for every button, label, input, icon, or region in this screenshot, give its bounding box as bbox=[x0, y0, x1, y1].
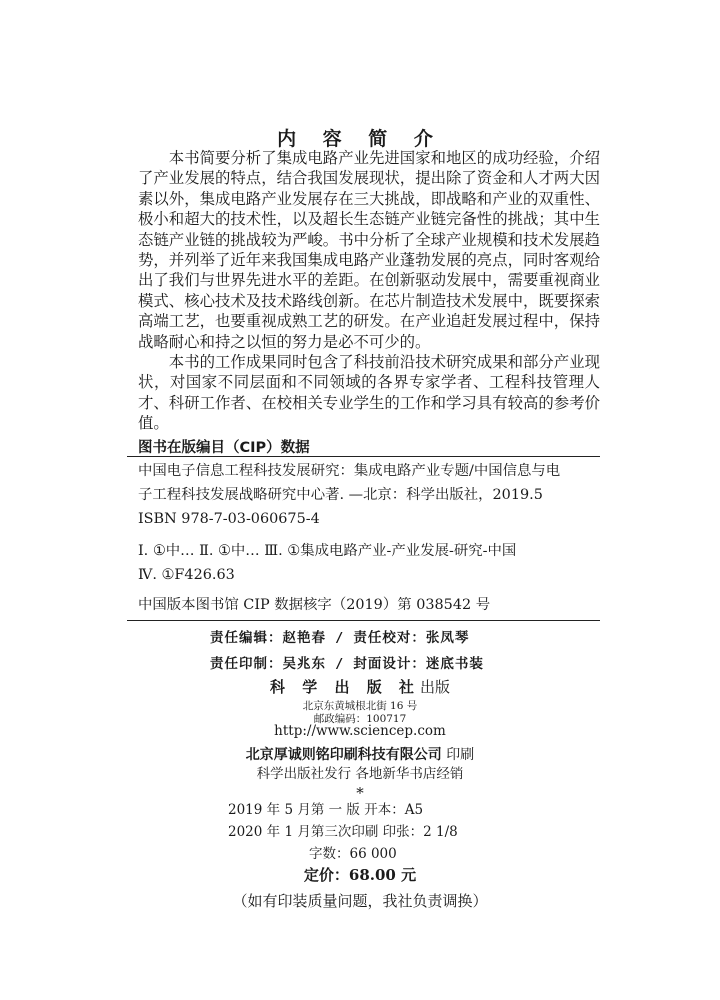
publisher-postcode: 邮政编码：100717 bbox=[313, 713, 407, 725]
staff-line-1: 责任编辑：赵艳春 / 责任校对：张凤琴 bbox=[210, 630, 470, 646]
printer-name: 北京厚诚则铭印刷科技有限公司 bbox=[245, 747, 442, 763]
cip-bottom-rule bbox=[127, 620, 600, 621]
distribution-line: 科学出版社发行 各地新华书店经销 bbox=[256, 766, 464, 782]
price: 定价：68.00 元 bbox=[303, 866, 417, 884]
cip-isbn: ISBN 978-7-03-060675-4 bbox=[138, 511, 320, 527]
cip-classification-2: Ⅳ. ①F426.63 bbox=[138, 567, 235, 583]
quality-note: （如有印装质量问题，我社负责调换） bbox=[232, 892, 488, 910]
publisher-url: http://www.sciencep.com bbox=[274, 723, 446, 739]
publisher-address: 北京东黄城根北街 16 号 bbox=[302, 700, 418, 712]
publisher-line bbox=[0, 676, 720, 697]
cip-heading: 图书在版编目（CIP）数据 bbox=[138, 440, 310, 456]
publisher-name: 科 学 出 版 社 bbox=[270, 678, 420, 696]
cip-classification-1: Ⅰ. ①中… Ⅱ. ①中… Ⅲ. ①集成电路产业-产业发展-研究-中国 bbox=[138, 543, 517, 559]
printer-line bbox=[0, 744, 720, 764]
staff-line-2: 责任印制：吴兆东 / 封面设计：迷底书装 bbox=[210, 656, 484, 672]
cip-top-rule bbox=[127, 456, 600, 457]
cip-line-1: 中国电子信息工程科技发展研究：集成电路产业专题/中国信息与电 bbox=[138, 463, 561, 479]
separator-star: * bbox=[356, 784, 364, 802]
word-count: 字数：66 000 bbox=[309, 846, 397, 862]
cip-line-2: 子工程科技发展战略研究中心著. —北京：科学出版社，2019.5 bbox=[138, 487, 543, 503]
summary-paragraph: 本书的工作成果同时包含了科技前沿技术研究成果和部分产业现状，对国家不同层面和不同领域的各界专家学者、工程科技管理人才、科研工作者、在校相关专业学生的工作和学习具有较高的参考价值。 bbox=[138, 353, 600, 433]
printer-suffix: 印刷 bbox=[441, 747, 475, 763]
summary-title: 内 容 简 介 bbox=[277, 128, 443, 150]
publisher-suffix: 出版 bbox=[419, 678, 450, 696]
summary-body bbox=[138, 148, 600, 434]
edition-line-1: 2019 年 5 月第 一 版 开本：A5 bbox=[228, 802, 424, 818]
cip-record-number: 中国版本图书馆 CIP 数据核字（2019）第 038542 号 bbox=[138, 597, 491, 613]
summary-paragraph: 本书简要分析了集成电路产业先进国家和地区的成功经验，介绍了产业发展的特点，结合我国发展现状，提出除了资金和人才两大因素以外，集成电路产业发展存在三大挑战，即战略和产业的双重性、极小和超大的技术性，以及超长生态链产业链完备性的挑战；其中生态链产业链的挑战较为严峻。书中分析了全球产业规模和技术发展趋势，并列举了近年来我国集成电路产业蓬勃发展的亮点，同时客观给出了我们与世界先进水平的差距。在创新驱动发展中，需要重视商业模式、核心技术及技术路线创新。在芯片制造技术发展中，既要探索高端工艺，也要重视成熟工艺的研发。在产业追赶发展过程中，保持战略耐心和持之以恒的努力是必不可少的。 bbox=[138, 149, 600, 351]
edition-line-2: 2020 年 1 月第三次印刷 印张：2 1/8 bbox=[228, 824, 458, 840]
